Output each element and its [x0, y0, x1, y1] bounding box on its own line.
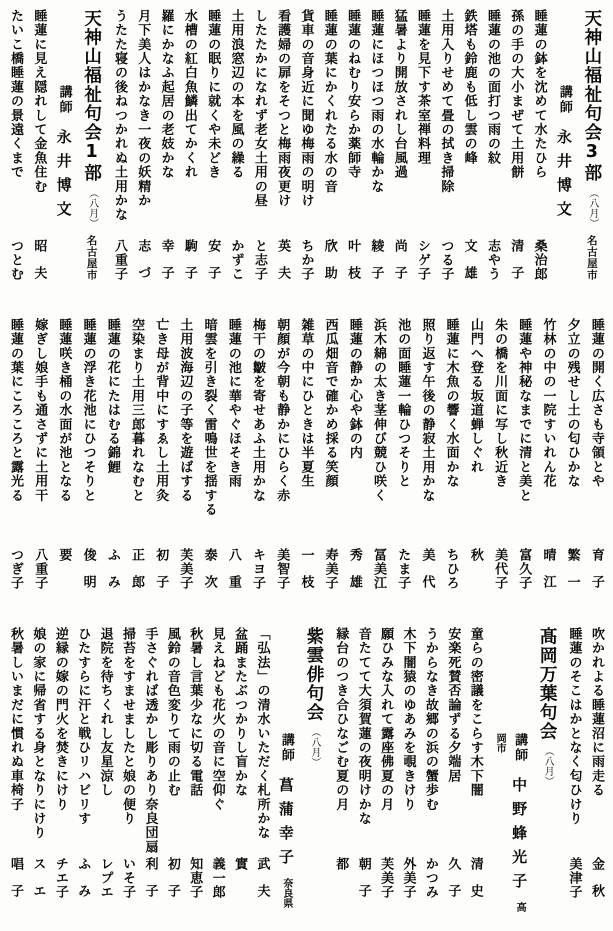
haiku-text: 睡蓮の池に華やぐほそき雨	[225, 318, 241, 489]
haiku-column	[247, 318, 267, 612]
haiku-author: 初子	[164, 857, 180, 911]
haiku-column	[420, 627, 440, 921]
haiku-text: 縁台のつき合ひなごむ夏の月	[333, 627, 349, 812]
section-title-line	[302, 627, 326, 921]
haiku-text: 盆踊またぶつかりし盲かな	[232, 627, 248, 798]
haiku-column	[435, 9, 455, 303]
haiku-author: キヨ子	[250, 548, 266, 590]
haiku-author: 要	[56, 548, 72, 562]
haiku-text: 水槽の紅白魚鱗出てかくれ	[181, 9, 197, 180]
haiku-author: 富久子	[516, 548, 532, 590]
haiku-text: 猛暑より開放されし台風過	[391, 9, 407, 180]
haiku-author: 金秋	[588, 857, 604, 911]
haiku-text: 土用浪窓辺の本を風の繰る	[228, 9, 244, 180]
section-title: 紫雲俳句会	[303, 627, 324, 722]
haiku-column	[162, 627, 182, 921]
haiku-author: 泰次	[201, 548, 217, 602]
haiku-column	[319, 9, 339, 303]
band-1	[5, 9, 606, 303]
haiku-text: 睡蓮に木魚の響く水面かな	[443, 318, 459, 489]
haiku-column	[529, 9, 549, 303]
haiku-author: 駒子	[181, 239, 197, 293]
haiku-author: 晴江	[540, 548, 556, 602]
section-title: 天神山福祉句会1部	[81, 9, 102, 183]
section-title: 天神山福祉句会3部	[581, 9, 602, 183]
haiku-text: 秋暑しいまだに慣れぬ車椅子	[8, 627, 23, 812]
haiku-column	[442, 627, 462, 921]
haiku-text: 月下美人はかなき一夜の妖精か	[135, 9, 151, 208]
haiku-text: 池の面睡蓮一輪ひつそりと	[395, 318, 411, 489]
haiku-column	[586, 318, 606, 612]
haiku-text: 睡蓮のねむり安らか薬師寺	[345, 9, 361, 180]
haiku-column	[223, 318, 243, 612]
haiku-author: 安子	[205, 239, 221, 293]
section-teacher-line	[554, 9, 574, 303]
haiku-author: 叶枝	[345, 239, 361, 293]
haiku-author: つとむ	[8, 239, 23, 281]
haiku-author: ちひろ	[443, 548, 459, 590]
section-title: 髙岡万葉句会	[537, 627, 558, 741]
haiku-column	[226, 9, 246, 303]
haiku-text: 娘の家に帰省する身となりにけり	[30, 627, 46, 840]
haiku-author: かつみ	[422, 857, 438, 899]
haiku-author: チエ子	[52, 857, 68, 899]
section-period: （八月）	[86, 187, 98, 228]
haiku-author: 義一郎	[209, 857, 225, 899]
haiku-text: 秋暑し言葉少なに切る電話	[187, 627, 203, 798]
haiku-text: たいこ橋睡蓮の景遠くまで	[8, 9, 23, 180]
haiku-column	[398, 627, 418, 921]
haiku-column	[465, 318, 485, 612]
haiku-author: 芙美子	[378, 857, 394, 899]
haiku-author: 秀雄	[346, 548, 362, 602]
haiku-column	[416, 318, 436, 612]
haiku-author: 實	[232, 857, 248, 871]
haiku-text: 雑草の中にひときは半夏生	[298, 318, 314, 489]
haiku-text: 「弘法」の清水いただく札所かな	[254, 627, 270, 840]
haiku-text: 睡蓮の開く広さも寺領とや	[588, 318, 604, 489]
haiku-text: 土用入りせめて畳の拭き掃除	[438, 9, 454, 194]
haiku-text: 睡蓮の静か心や鉢の内	[346, 318, 362, 460]
haiku-author: 育子	[588, 548, 604, 602]
haiku-author: スエ	[30, 857, 46, 911]
haiku-text: 浜木綿の太き茎伸び競ひ咲く	[371, 318, 387, 503]
haiku-text: ひたすらに汗と戦ひリハビリす	[75, 627, 91, 826]
haiku-column	[537, 318, 557, 612]
haiku-text: 鉄塔も鈴鹿も低し雲の峰	[461, 9, 477, 166]
haiku-column	[229, 627, 249, 921]
haiku-text: 朝顔が今朝も静かにひらく赤	[274, 318, 290, 503]
haiku-column	[174, 318, 194, 612]
teacher-label: 講師	[56, 85, 72, 115]
haiku-column	[5, 318, 25, 612]
haiku-column	[179, 9, 199, 303]
haiku-column	[126, 318, 146, 612]
haiku-author: 志づ	[135, 239, 151, 293]
section-period: （八月）	[586, 187, 598, 228]
haiku-text: 吹かれよる睡蓮沼に雨走る	[588, 627, 604, 798]
haiku-text: 竹林の中の一院すいれん花	[540, 318, 556, 489]
haiku-column	[156, 9, 176, 303]
haiku-column	[562, 318, 582, 612]
haiku-author: 繁一	[564, 548, 580, 602]
haiku-author: 幸子	[158, 239, 174, 293]
haiku-author: 知恵子	[187, 857, 203, 899]
haiku-column	[586, 627, 606, 921]
haiku-text: 睡蓮の鉢を沈めて水たひら	[531, 9, 547, 180]
haiku-author: ふみ	[75, 857, 91, 911]
haiku-column	[389, 9, 409, 303]
haiku-text: 安楽死賛否論ずる夕端居	[445, 627, 461, 784]
haiku-text: 童らの密議をこらす木下闇	[467, 627, 483, 798]
haiku-author: 文雄	[461, 239, 477, 293]
haiku-column	[392, 318, 412, 612]
haiku-author: 久子	[445, 857, 461, 911]
haiku-author: 八重子	[32, 548, 48, 590]
haiku-text: 夕立の残せし土の匂ひかな	[564, 318, 580, 489]
haiku-text: 貨車の音身近に聞ゆ梅雨の明け	[298, 9, 314, 208]
haiku-text: 見えねども花火の音に空仰ぐ	[209, 627, 225, 812]
haiku-author: 昭夫	[31, 239, 47, 293]
haiku-column	[365, 9, 385, 303]
section-city: 名古屋市	[585, 234, 598, 281]
haiku-author: レプエ	[97, 857, 113, 899]
haiku-text: 西瓜畑音で確かめ採る笑顔	[322, 318, 338, 489]
haiku-author: 欣助	[321, 239, 337, 293]
haiku-column	[102, 318, 122, 612]
haiku-column	[441, 318, 461, 612]
section-header	[274, 627, 328, 921]
teacher-name: 永井博文	[54, 129, 73, 225]
haiku-column	[342, 9, 362, 303]
haiku-text: 睡蓮咲き桶の水面が池となる	[56, 318, 72, 503]
section-header	[52, 9, 106, 303]
haiku-column	[207, 627, 227, 921]
haiku-text: 照り返す午後の静寂土用かな	[419, 318, 435, 503]
haiku-author: 清史	[467, 857, 483, 911]
band-3	[5, 627, 606, 921]
haiku-column	[5, 9, 25, 303]
haiku-author: 正郎	[129, 548, 145, 602]
section-period: （八月）	[308, 727, 320, 767]
haiku-column	[489, 318, 509, 612]
haiku-text: 退院を待ちくれし友星涼し	[97, 627, 113, 798]
haiku-author: 志やう	[484, 239, 500, 281]
haiku-author: かずこ	[228, 239, 244, 281]
haiku-column	[109, 9, 129, 303]
haiku-author: 利子	[142, 857, 158, 911]
haiku-column	[465, 627, 485, 921]
haiku-text: 睡蓮の浮き花池にひつそりと	[80, 318, 96, 503]
haiku-author: ちか子	[298, 239, 314, 281]
haiku-text: 看護婦の扉をそつと梅雨夜更け	[275, 9, 291, 208]
haiku-author: 唱子	[8, 857, 23, 911]
teacher-label: 講師	[556, 85, 572, 115]
teacher-name: 菖蒲幸子	[276, 777, 295, 873]
haiku-text: 睡蓮にほつほつ雨の水輪かな	[368, 9, 384, 194]
haiku-author: 朝子	[355, 857, 371, 911]
haiku-column	[320, 318, 340, 612]
haiku-column	[295, 9, 315, 303]
haiku-text: 睡蓮のそこはかとなく匂ひけり	[566, 627, 582, 826]
section-title-line	[535, 627, 559, 921]
section-period: （八月）	[542, 746, 554, 786]
haiku-author: 武夫	[254, 857, 270, 911]
section-city: 名古屋市	[85, 234, 98, 281]
haiku-author: つぎ子	[8, 548, 23, 590]
haiku-column	[344, 318, 364, 612]
haiku-text: うからなき故郷の浜の蟹歩む	[422, 627, 438, 812]
haiku-text: したたかになれず老女土用の昼	[251, 9, 267, 208]
haiku-text: 睡蓮や神秘なまでに清と美と	[516, 318, 532, 503]
haiku-author: 初子	[153, 548, 169, 602]
section-header	[487, 627, 561, 921]
haiku-author: 秋	[467, 548, 483, 562]
haiku-author: 八重	[225, 548, 241, 602]
teacher-name: 中野蜂光子	[510, 777, 529, 897]
haiku-author: ふみ	[104, 548, 120, 602]
haiku-text: 手さぐれば透かし彫りあり奈良団扇	[142, 627, 158, 855]
haiku-author: 美代	[419, 548, 435, 602]
haiku-text: 睡蓮の花にたはむる錦鯉	[104, 318, 120, 475]
haiku-column	[513, 318, 533, 612]
haiku-column	[199, 318, 219, 612]
haiku-author: 英夫	[275, 239, 291, 293]
haiku-text: 羅にかなふ起居の老妓かな	[158, 9, 174, 180]
haiku-column	[139, 627, 159, 921]
haiku-column	[150, 318, 170, 612]
haiku-column	[50, 627, 70, 921]
haiku-author: 八重子	[111, 239, 127, 281]
haiku-text: 音たてて大須賀蓮の夜明けかな	[355, 627, 371, 826]
haiku-text: 朱の橋を川面に写し秋近き	[492, 318, 508, 489]
section-teacher-line	[276, 627, 296, 921]
band-2	[5, 318, 606, 612]
haiku-author: 綾子	[368, 239, 384, 293]
haiku-author: 外美子	[400, 857, 416, 899]
haiku-text: 暗雲を引き裂く雷鳴世を揺する	[201, 318, 217, 517]
haiku-author: いそ子	[120, 857, 136, 899]
haiku-column	[95, 627, 115, 921]
haiku-text: 睡蓮を見下す茶室禅料理	[415, 9, 430, 166]
teacher-label: 講師	[278, 733, 294, 763]
haiku-text: 土用波海辺の子等を遊ばする	[177, 318, 193, 503]
haiku-text: 逆縁の嫁の門火を焚きにけり	[52, 627, 68, 812]
haiku-text: 風鈴の音色変りて雨の止む	[164, 627, 180, 798]
haiku-column	[412, 9, 432, 303]
haiku-column	[202, 9, 222, 303]
haiku-column	[251, 627, 271, 921]
haiku-column	[564, 627, 584, 921]
section-teacher-line	[489, 627, 529, 921]
haiku-text: 掃苔をすませましたと娘の便り	[120, 627, 136, 826]
haiku-text: 亡き母が背中にすゑし土用灸	[153, 318, 169, 503]
haiku-text: 嫁ぎし娘手も通さずに土用干	[32, 318, 48, 503]
section-teacher-line	[54, 9, 74, 303]
haiku-column	[459, 9, 479, 303]
haiku-author: 寿美子	[322, 548, 338, 590]
haiku-column	[27, 627, 47, 921]
haiku-author: 美代子	[492, 548, 508, 590]
haiku-column	[505, 9, 525, 303]
haiku-author: 美智子	[274, 548, 290, 590]
section-title-line	[80, 9, 104, 303]
haiku-column	[78, 318, 98, 612]
haiku-text: 睡蓮の葉にころころと露光る	[8, 318, 23, 503]
section-title-line	[580, 9, 604, 303]
haiku-column	[271, 318, 291, 612]
haiku-author: 芙美子	[177, 548, 193, 590]
haiku-author: 尚子	[391, 239, 407, 293]
section-header	[552, 9, 606, 303]
haiku-author: 都	[333, 857, 349, 871]
haiku-text: 木下闇猿のゆあみを覗きけり	[400, 627, 416, 812]
haiku-author: 一枝	[298, 548, 314, 602]
haiku-column	[368, 318, 388, 612]
haiku-author: シゲ子	[415, 239, 430, 281]
haiku-author: 俊明	[80, 548, 96, 602]
haiku-column	[72, 627, 92, 921]
haiku-text: 願ひみな入れて露座佛夏の月	[378, 627, 394, 812]
haiku-text: 空染まり土用三郎暮れなむと	[129, 318, 145, 503]
haiku-author: たま子	[395, 548, 411, 590]
section-city: 高岡市	[494, 733, 526, 912]
haiku-author: 冨美江	[371, 548, 387, 590]
haiku-text: 梅干の皺を寄せあふ土用かな	[250, 318, 266, 503]
haiku-text: 睡蓮に見え隠れして金魚住む	[31, 9, 47, 194]
haiku-text: うたた寝の後ねつかれぬ土用かな	[111, 9, 127, 222]
haiku-column	[272, 9, 292, 303]
haiku-column	[375, 627, 395, 921]
haiku-column	[482, 9, 502, 303]
haiku-author: と志子	[251, 239, 267, 281]
haiku-column	[53, 318, 73, 612]
haiku-column	[5, 627, 25, 921]
haiku-column	[29, 318, 49, 612]
haiku-text: 睡蓮の池の面打つ雨の紋	[484, 9, 500, 166]
haiku-author: 清子	[508, 239, 524, 293]
section-city: 奈良県	[280, 878, 292, 908]
haiku-column	[353, 627, 373, 921]
haiku-column	[295, 318, 315, 612]
haiku-column	[330, 627, 350, 921]
haiku-author: 桑治郎	[531, 239, 547, 281]
haiku-column	[117, 627, 137, 921]
haiku-column	[184, 627, 204, 921]
haiku-text: 睡蓮の葉にかくれたる水の音	[321, 9, 337, 194]
haiku-text: 山門へ登る坂道蝉しぐれ	[467, 318, 483, 475]
haiku-column	[132, 9, 152, 303]
teacher-label: 講師	[512, 733, 528, 763]
teacher-name: 永井博文	[554, 129, 573, 225]
haiku-text: 睡蓮の眠りに就くや未どき	[205, 9, 221, 180]
haiku-column	[28, 9, 48, 303]
haiku-author: つる子	[438, 239, 454, 281]
haiku-author: 美津子	[566, 857, 582, 899]
haiku-text: 孫の手の大小まぜて土用餅	[508, 9, 524, 180]
haiku-column	[249, 9, 269, 303]
